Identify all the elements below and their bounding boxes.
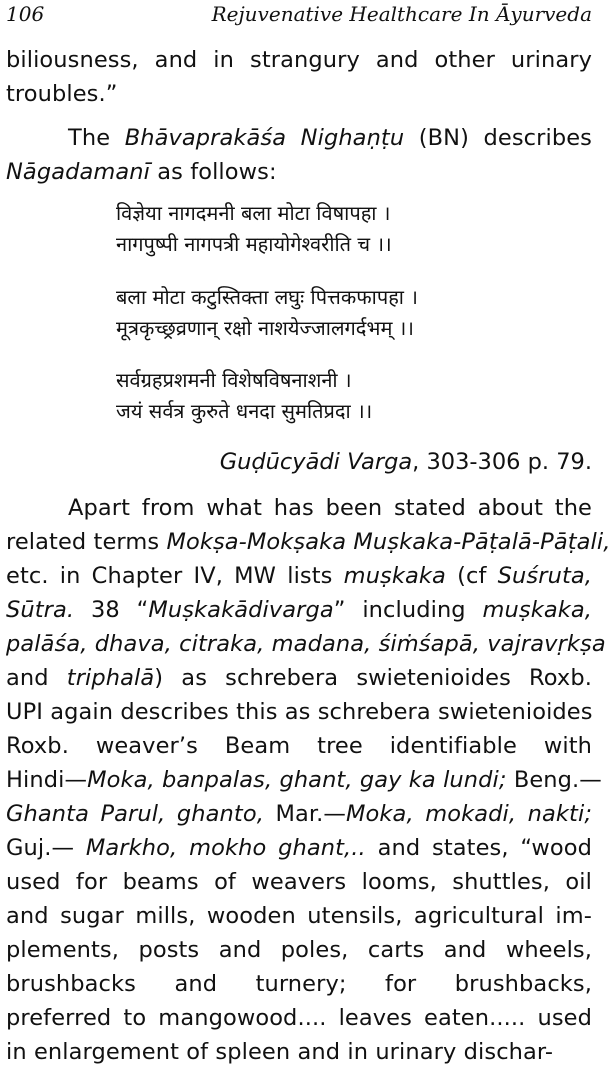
text-span: The [68, 125, 125, 151]
italic-term: Moka, banpalas, ghant, gay ka lundi; [87, 767, 507, 793]
text-span: related terms [6, 529, 167, 555]
text-span: etc. in Chapter IV, MW lists [6, 563, 344, 589]
text-line [6, 560, 592, 592]
italic-term: triphalā [66, 665, 155, 691]
citation [220, 446, 592, 478]
text-span: (BN) describes [404, 125, 592, 151]
text-span: ” including [333, 597, 483, 623]
sanskrit-verse: मूत्रकृच्छ्रव्रणान् रक्षो नाशयेज्जालगर्दभम् ।। [116, 316, 414, 340]
text-line [6, 628, 606, 660]
text-line [6, 156, 592, 188]
text-span: and [6, 665, 67, 691]
italic-term: palāśa, dhava, citraka, madana, śiṁśapā, vajravṛkṣa [6, 631, 606, 657]
text-span: in enlargement of spleen and in urinary dischar- [6, 1039, 554, 1065]
italic-term: Mokṣa-Mokṣaka Muṣkaka-Pāṭalā-Pāṭali, [166, 529, 610, 555]
text-line [6, 1036, 592, 1065]
italic-term: Sūtra. [6, 597, 75, 623]
sanskrit-verse: नागपुष्पी नागपत्री महायोगेश्वरीति च ।। [116, 232, 392, 256]
text-line: UPI again describes this as schrebera swietenioides [6, 699, 593, 725]
text-span: 38 “ [74, 597, 149, 623]
italic-term: Moka, mokadi, nakti; [346, 801, 593, 827]
text-span: Mar.— [263, 801, 347, 827]
italic-term: muṣkaka [343, 563, 446, 589]
citation-work: Guḍūcyādi Varga [219, 449, 413, 475]
text-line: brushbacks and turnery; for brushbacks, [6, 971, 592, 997]
text-span: as follows: [149, 159, 277, 185]
text-line [6, 526, 610, 558]
text-span: (cf [445, 563, 498, 589]
italic-term: Suśruta, [497, 563, 593, 589]
text-line [6, 798, 592, 830]
text-span: ) as schrebera swietenioides Roxb. [154, 665, 592, 691]
text-span: Guj.— [6, 835, 86, 861]
text-line: preferred to mangowood.... leaves eaten..... used [6, 1005, 592, 1031]
page-number: 106 [6, 2, 45, 26]
text-line [6, 832, 592, 864]
text-span: Beng.— [506, 767, 602, 793]
plant-name: Nāgadamanī [6, 159, 150, 185]
sanskrit-verse: बला मोटा कटुस्तिक्ता लघुः पित्तकफापहा । [116, 285, 418, 309]
sanskrit-verse: सर्वग्रहप्रशमनी विशेषविषनाशनी । [116, 368, 352, 392]
text-line: troubles.” [6, 81, 118, 107]
italic-term: Muṣkakādivarga [148, 597, 334, 623]
citation-ref: , 303-306 p. 79. [412, 449, 592, 475]
italic-term: Markho, mokho ghant,.. [85, 835, 366, 861]
italic-term: muṣkaka, [482, 597, 592, 623]
text-line [6, 594, 592, 626]
text-line: Apart from what has been stated about the [68, 495, 592, 521]
text-line: and sugar mills, wooden utensils, agricultural im- [6, 903, 592, 929]
text-line: Roxb. weaver’s Beam tree identifiable with [6, 733, 592, 759]
text-line: used for beams of weavers looms, shuttles, oil [6, 869, 592, 895]
sanskrit-verse: जयं सर्वत्र कुरुते धनदा सुमतिप्रदा ।। [116, 399, 373, 423]
sanskrit-verse: विज्ञेया नागदमनी बला मोटा विषापहा । [116, 201, 391, 225]
text-span: Hindi— [6, 767, 88, 793]
work-title: Bhāvaprakāśa Nighaṇṭu [124, 125, 405, 151]
text-line [6, 662, 592, 694]
running-title: Rejuvenative Healthcare In Āyurveda [211, 2, 592, 26]
text-line [6, 122, 592, 154]
text-line [6, 764, 602, 796]
text-span: and states, “wood [365, 835, 592, 861]
italic-term: Ghanta Parul, ghanto, [6, 801, 264, 827]
text-line: biliousness, and in strangury and other urinary [6, 47, 592, 73]
text-line: plements, posts and poles, carts and wheels, [6, 937, 592, 963]
page-header [6, 2, 592, 32]
